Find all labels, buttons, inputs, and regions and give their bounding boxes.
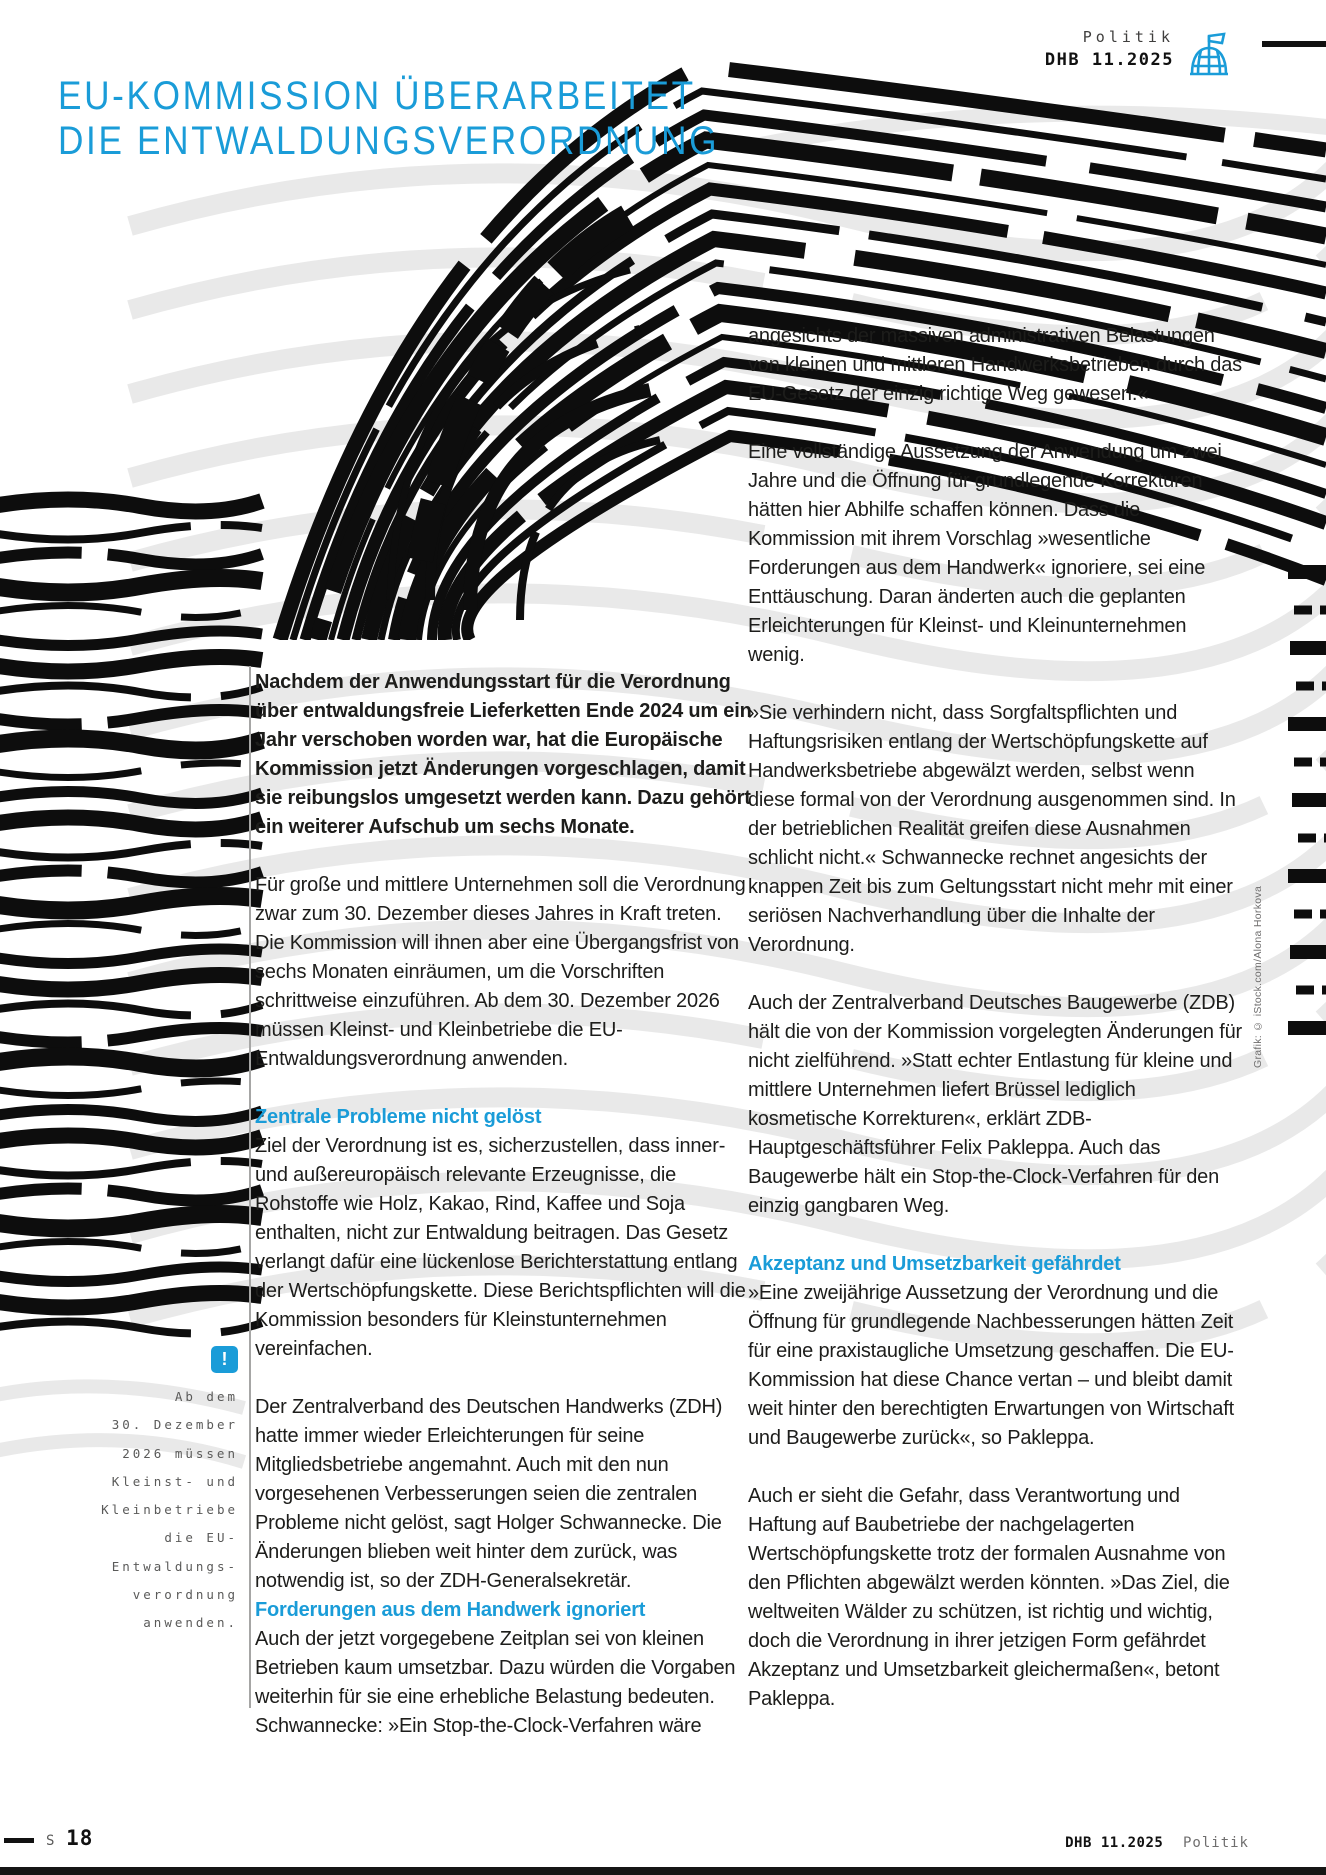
column-rule: [249, 666, 251, 1708]
paragraph: Auch er sieht die Gefahr, dass Verantwortung und Haftung auf Baubetriebe der nachgelagerten Wertschöpfungskette trotz der formalen Ausnahme von den Pflichten abgewälzt werden könnten. »Das Ziel, die weltweiten Wälder zu schützen, ist richtig und wichtig, doch die Verordnung in ihrer jetzigen Form gefährdet Akzeptanz und Umsetzbarkeit gleichermaßen«, betont Pakleppa.: [748, 1485, 1230, 1710]
page-edge-strip: [0, 1867, 1326, 1875]
paragraph: Auch der jetzt vorgegebene Zeitplan sei von kleinen Betrieben kaum umsetzbar. Dazu würden die Vorgaben weiterhin für sie eine erhebliche Belastung bedeuten. Schwannecke: »Ein Stop-the-Clock-Verfahren wäre: [255, 1628, 736, 1737]
issue-label: DHB 11.2025: [1044, 50, 1174, 70]
paragraph: Auch der Zentralverband Deutsches Baugewerbe (ZDB) hält die von der Kommission vorgelegten Änderungen für nicht zielführend. »Statt echter Entlastung für kleine und mittlere Unternehmen liefert Brüssel lediglich kosmetische Korrekturen«, erklärt ZDB-Hauptgeschäftsführer Felix Pakleppa. Auch das Baugewerbe hält ein Stop-the-Clock-Verfahren für den einzig gangbaren Weg.: [748, 992, 1242, 1217]
subhead: Forderungen aus dem Handwerk ignoriert: [255, 1599, 646, 1621]
title-line-2: DIE ENTWALDUNGSVERORDNUNG: [58, 119, 720, 163]
title-line-1: EU-KOMMISSION ÜBERARBEITET: [58, 74, 696, 118]
paragraph: Eine vollständige Aussetzung der Anwendung um zwei Jahre und die Öffnung für grundlegende Korrekturen hätten hier Abhilfe schaffen können. Dass die Kommission mit ihrem Vorschlag »wesentliche Forderungen aus dem Handwerk« ignoriere, sei eine Enttäuschung. Daran änderten auch die geplanten Erleichterungen für Kleinst- und Kleinunternehmen wenig.: [748, 441, 1222, 666]
margin-note-line: 30. Dezember: [111, 1417, 238, 1433]
footer-page-number: [46, 1826, 93, 1850]
margin-note-line: verordnung: [132, 1587, 238, 1603]
footer-section: Politik: [1182, 1835, 1249, 1851]
exclamation-icon: !: [211, 1346, 238, 1373]
margin-note-line: anwenden.: [143, 1615, 238, 1631]
paragraph: »Eine zweijährige Aussetzung der Verordnung und die Öffnung für grundlegende Nachbesserungen hätten Zeit für eine praxistaugliche Umsetzung geschaffen. Die EU-Kommission hat diese Chance vertan – und bleibt damit weit hinter den berechtigten Erwartungen von Wirtschaft und Baugewerbe zurück«, so Pakleppa.: [748, 1282, 1234, 1449]
article-column-right: [748, 322, 1245, 1743]
paragraph: Der Zentralverband des Deutschen Handwerks (ZDH) hatte immer wieder Erleichterungen für seine Mitgliedsbetriebe angemahnt. Auch mit den nun vorgesehenen Verbesserungen seien die zentralen Probleme nicht gelöst, sagt Holger Schwannecke. Die Änderungen blieben weit hinter dem zurück, was notwendig ist, so der ZDH-Generalsekretär.: [255, 1396, 723, 1592]
top-corner-rule: [1262, 41, 1326, 47]
margin-note-line: Kleinst- und: [111, 1473, 238, 1489]
article-column-left: [255, 668, 755, 1741]
footer-page-prefix: S: [46, 1833, 57, 1849]
margin-note: [70, 1346, 238, 1638]
image-credit: Grafik: © iStock.com/Alona Horkova: [1252, 885, 1264, 1068]
paragraph: »Sie verhindern nicht, dass Sorgfaltspflichten und Haftungsrisiken entlang der Wertschöpfungskette auf Handwerksbetriebe abgewälzt werden, selbst wenn diese formal von der Verordnung ausgenommen sind. In der betrieblichen Realität greifen diese Ausnahmen schlicht nicht.« Schwannecke rechnet angesichts der knappen Zeit bis zum Geltungsstart nicht mehr mit einer seriösen Nachverhandlung über die Inhalte der Verordnung.: [748, 702, 1236, 956]
lead-paragraph: Nachdem der Anwendungsstart für die Verordnung über entwaldungsfreie Lieferketten Ende 2024 um ein Jahr verschoben worden war, hat die Europäische Kommission jetzt Änderungen vorgeschlagen, damit sie reibungslos umgesetzt werden kann. Dazu gehört ein weiterer Aufschub um sechs Monate.: [255, 671, 752, 838]
paragraph: angesichts der massiven administrativen Belastungen von kleinen und mittleren Handwerksbetrieben durch das EU-Gesetz der einzig richtige Weg gewesen.«: [748, 325, 1242, 405]
margin-note-line: Entwaldungs-: [111, 1558, 238, 1574]
subhead: Zentrale Probleme nicht gelöst: [255, 1106, 542, 1128]
section-label: Politik: [1082, 28, 1174, 46]
paragraph: Für große und mittlere Unternehmen soll die Verordnung zwar zum 30. Dezember dieses Jahres in Kraft treten. Die Kommission will ihnen aber eine Übergangsfrist von sechs Monaten einräumen, um die Vorschriften schrittweise einzuführen. Ab dem 30. Dezember 2026 müssen Kleinst- und Kleinbetriebe die EU-Entwaldungsverordnung anwenden.: [255, 874, 746, 1070]
page-kicker: [1045, 26, 1174, 72]
subhead: Akzeptanz und Umsetzbarkeit gefährdet: [748, 1253, 1121, 1275]
margin-note-line: 2026 müssen: [122, 1445, 238, 1461]
footer-issue-info: [1065, 1832, 1249, 1851]
footer-page-num: 18: [66, 1826, 94, 1850]
page-title: [58, 74, 719, 164]
margin-note-line: Ab dem: [174, 1389, 238, 1404]
margin-note-line: Kleinbetriebe: [101, 1502, 238, 1518]
paragraph: Ziel der Verordnung ist es, sicherzustellen, dass inner- und außereuropäisch relevante Erzeugnisse, die Rohstoffe wie Holz, Kakao, Rind, Kaffee und Soja enthalten, nicht zur Entwaldung beitragen. Das Gesetz verlangt dafür eine lückenlose Berichterstattung entlang der Wertschöpfungskette. Diese Berichtspflichten will die Kommission besonders für Kleinstunternehmen vereinfachen.: [255, 1135, 746, 1360]
footer-rule: [4, 1838, 34, 1843]
footer-issue: DHB 11.2025: [1065, 1835, 1164, 1851]
reichstag-dome-icon: [1186, 30, 1232, 85]
margin-note-line: die EU-: [164, 1530, 238, 1546]
